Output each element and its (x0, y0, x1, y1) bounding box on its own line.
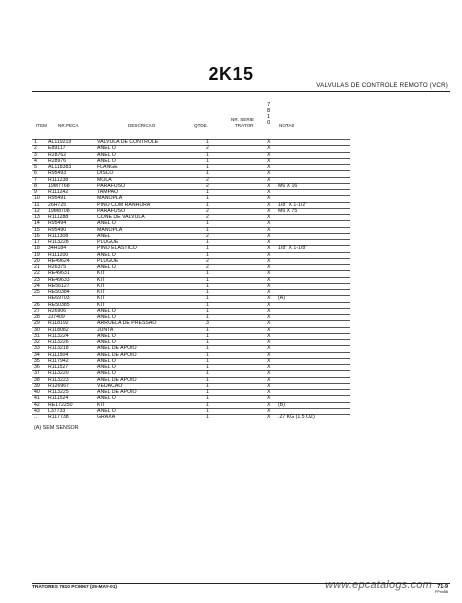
cell-notes: M6 X 16 (278, 182, 298, 189)
cell-serial-mark: X (267, 370, 271, 377)
cell-part-number: 26H725 (48, 201, 67, 208)
cell-quantity: 1 (206, 401, 209, 408)
cell-item-number: 7 (34, 176, 37, 183)
top-divider (32, 91, 450, 92)
cell-quantity: 1 (206, 307, 209, 314)
cell-serial-mark: X (267, 401, 271, 408)
cell-item-number: 13 (34, 214, 40, 220)
cell-description: PLUGUE (97, 257, 119, 264)
cell-quantity: 1 (206, 389, 209, 395)
cell-part-number: R26906 (48, 307, 67, 314)
cell-part-number: RE49624 (48, 257, 70, 264)
cell-quantity: 1 (206, 301, 209, 308)
cell-serial-mark: X (267, 264, 271, 270)
cell-serial-mark: X (267, 276, 271, 283)
cell-serial-mark: X (267, 257, 271, 264)
cell-part-number: RE56127 (48, 282, 70, 289)
cell-description: DISCO (97, 170, 114, 177)
cell-item-number: 14 (34, 220, 40, 227)
cell-description: ANEL O (97, 357, 116, 364)
cell-serial-mark: X (267, 214, 271, 220)
cell-quantity: 1 (206, 314, 209, 320)
cell-description: ARRUELA DE PRESSAO (97, 320, 157, 327)
cell-item-number: 15 (34, 226, 40, 233)
cell-serial-mark: X (267, 389, 271, 395)
cell-quantity: 1 (206, 332, 209, 339)
cell-part-number: 19M8708 (48, 207, 70, 214)
cell-serial-mark: X (267, 207, 271, 214)
cell-quantity: 1 (206, 357, 209, 364)
cell-item-number: 40 (34, 389, 40, 395)
cell-serial-mark: X (267, 382, 271, 389)
cell-description: ANEL O (97, 145, 116, 152)
cell-quantity: 1 (206, 407, 209, 414)
cell-part-number: R113224 (48, 332, 69, 339)
cell-part-number: R117942 (48, 357, 69, 364)
cell-serial-mark: X (267, 145, 271, 152)
cell-item-number: 20 (34, 257, 40, 264)
serial-digit: 8 (267, 108, 271, 114)
cell-item-number: 38 (34, 376, 40, 383)
cell-serial-mark: X (267, 295, 271, 302)
cell-part-number: R113223 (48, 376, 69, 383)
cell-description: MANOPLA (97, 195, 123, 202)
cell-part-number: AL118383 (48, 164, 72, 170)
cell-part-number: R113220 (48, 370, 69, 377)
cell-serial-mark: X (267, 289, 271, 295)
cell-description: KIT (97, 295, 106, 302)
column-header-item: ITEM (36, 123, 47, 128)
cell-quantity: 1 (206, 245, 209, 252)
cell-quantity: 1 (206, 201, 209, 208)
cell-serial-mark: X (267, 314, 271, 320)
cell-description: ANEL O (97, 364, 116, 370)
cell-quantity: 2 (206, 232, 209, 239)
cell-item-number: 11 (34, 201, 40, 208)
cell-description: VALVULA DE CONTROLE (97, 139, 159, 145)
cell-serial-mark: X (267, 195, 271, 202)
cell-part-number: RE49631 (48, 270, 70, 277)
cell-item-number: 3 (34, 151, 37, 158)
cell-item-number: 24 (34, 282, 40, 289)
cell-item-number: 22 (34, 270, 40, 277)
cell-part-number: R113226 (48, 339, 69, 345)
page-code: PPrin8B (435, 590, 448, 594)
cell-quantity: 1 (206, 295, 209, 302)
cell-description: ANEL O (97, 264, 116, 270)
cell-part-number: R95491 (48, 195, 67, 202)
cell-notes: (A) (278, 295, 285, 302)
cell-part-number: R95490 (48, 226, 67, 233)
cell-quantity: 2 (206, 264, 209, 270)
cell-quantity: 1 (206, 395, 209, 402)
cell-part-number: E89117 (48, 145, 66, 152)
table-row (32, 414, 350, 420)
cell-description: KIT (97, 276, 106, 283)
cell-part-number: R28762 (48, 151, 67, 158)
cell-quantity: 3 (206, 320, 209, 327)
cell-serial-mark: X (267, 164, 271, 170)
cell-part-number: AL119219 (48, 139, 72, 145)
cell-item-number: 32 (34, 339, 40, 345)
cell-notes: .27 KG (1.5 OZ) (278, 414, 315, 420)
cell-description: KIT (97, 270, 106, 277)
cell-part-number: L37733 (48, 407, 66, 414)
cell-part-number: RE50385 (48, 301, 70, 308)
cell-part-number: RE49633 (48, 276, 70, 283)
cell-item-number: 39 (34, 382, 40, 389)
cell-item-number: 19 (34, 251, 40, 258)
cell-serial-mark: X (267, 251, 271, 258)
watermark-text: www.epcatalogs.com (325, 579, 432, 591)
cell-description: JUNTA (97, 326, 114, 333)
cell-quantity: 1 (206, 276, 209, 283)
cell-item-number: 6 (34, 170, 37, 177)
cell-serial-mark: X (267, 357, 271, 364)
cell-item-number: 10 (34, 195, 40, 202)
cell-description: TAMPAO (97, 189, 119, 195)
cell-quantity: 1 (206, 364, 209, 370)
cell-serial-mark: X (267, 157, 271, 164)
cell-description: FLANGE (97, 164, 118, 170)
cell-quantity: 2 (206, 176, 209, 183)
cell-item-number: 43 (34, 407, 40, 414)
cell-item-number: 37 (34, 370, 40, 377)
parts-table (32, 139, 350, 420)
cell-quantity: 1 (206, 157, 209, 164)
cell-quantity: 1 (206, 339, 209, 345)
cell-item-number: 4 (34, 157, 37, 164)
cell-quantity: 1 (206, 195, 209, 202)
cell-item-number: 12 (34, 207, 40, 214)
cell-description: VEDACAO (97, 382, 123, 389)
cell-quantity: 1 (206, 220, 209, 227)
cell-quantity: 1 (206, 170, 209, 177)
cell-item-number: .. (34, 414, 37, 420)
cell-quantity: 1 (206, 151, 209, 158)
cell-item-number: 25 (34, 289, 40, 295)
cell-item-number: 21 (34, 264, 40, 270)
cell-serial-mark: X (267, 232, 271, 239)
cell-quantity: 1 (206, 282, 209, 289)
cell-serial-mark: X (267, 282, 271, 289)
cell-part-number: JJ7409 (48, 314, 65, 320)
cell-item-number: 26 (34, 301, 40, 308)
cell-description: MANOPLA (97, 226, 123, 233)
cell-description: ANEL O (97, 220, 116, 227)
cell-description: ANEL DE APOIO (97, 376, 137, 383)
cell-description: KIT (97, 301, 106, 308)
cell-part-number: R113225 (48, 389, 69, 395)
cell-serial-mark: X (267, 189, 271, 195)
cell-part-number: R111200 (48, 251, 69, 258)
page-number: 71-9 (437, 584, 448, 590)
cell-part-number: R28976 (48, 157, 67, 164)
cell-description: PINO ELASTICO (97, 245, 137, 252)
cell-notes: (B) (278, 401, 285, 408)
cell-description: KIT (97, 401, 106, 408)
cell-description: GRAXA (97, 414, 116, 420)
cell-item-number: 27 (34, 307, 40, 314)
cell-item-number: 1 (34, 139, 37, 145)
cell-item-number: 23 (34, 276, 40, 283)
cell-description: ANEL O (97, 332, 116, 339)
footer-divider (32, 583, 450, 584)
cell-item-number: 28 (34, 314, 40, 320)
cell-description: ANEL O (97, 307, 116, 314)
cell-description: PARAFUSO (97, 207, 126, 214)
cell-quantity: 2 (206, 214, 209, 220)
cell-serial-mark: X (267, 270, 271, 277)
cell-item-number: 2 (34, 145, 37, 152)
cell-description: ANEL O (97, 157, 116, 164)
cell-part-number: R26375 (48, 264, 67, 270)
cell-quantity: 1 (206, 351, 209, 358)
cell-item-number: 33 (34, 345, 40, 352)
serial-digit: 0 (267, 120, 271, 126)
cell-serial-mark: X (267, 307, 271, 314)
cell-description: PARAFUSO (97, 182, 126, 189)
cell-notes: 1/8" X 1-1/2" (278, 201, 308, 208)
cell-serial-mark: X (267, 345, 271, 352)
cell-item-number: 16 (34, 232, 40, 239)
cell-quantity: 2 (206, 145, 209, 152)
cell-description: ANEL (97, 232, 111, 239)
cell-item-number: 18 (34, 245, 40, 252)
cell-item-number: 41 (34, 395, 40, 402)
cell-item-number: 34 (34, 351, 40, 358)
cell-serial-mark: X (267, 139, 271, 145)
cell-description: KIT (97, 289, 106, 295)
cell-quantity: 1 (206, 189, 209, 195)
cell-description: ANEL DE APOIO (97, 389, 137, 395)
cell-description: ANEL O (97, 251, 116, 258)
cell-part-number: R111527 (48, 364, 69, 370)
cell-part-number: 34H184 (48, 245, 67, 252)
cell-part-number: 19M7768 (48, 182, 70, 189)
cell-quantity: 1 (206, 251, 209, 258)
cell-description: CONE DE VALVULA (97, 214, 145, 220)
cell-serial-mark: X (267, 364, 271, 370)
cell-description: PINO COM RANHURA (97, 201, 151, 208)
cell-quantity: 2 (206, 257, 209, 264)
cell-description: ANEL O (97, 395, 116, 402)
column-header-description: DESCRICAO (128, 123, 156, 128)
cell-part-number: R113228 (48, 239, 69, 245)
cell-serial-mark: X (267, 220, 271, 227)
cell-serial-mark: X (267, 395, 271, 402)
cell-description: ANEL O (97, 370, 116, 377)
cell-quantity: 1 (206, 326, 209, 333)
cell-quantity: 2 (206, 207, 209, 214)
cell-serial-mark: X (267, 320, 271, 327)
cell-quantity: 1 (206, 370, 209, 377)
cell-serial-mark: X (267, 339, 271, 345)
cell-item-number: 35 (34, 357, 40, 364)
cell-part-number: R111308 (48, 232, 69, 239)
cell-part-number: R118082 (48, 326, 69, 333)
cell-serial-mark: X (267, 201, 271, 208)
cell-serial-mark: X (267, 182, 271, 189)
cell-quantity: 1 (206, 139, 209, 145)
cell-item-number: 29 (34, 320, 40, 327)
cell-part-number: R111288 (48, 214, 69, 220)
cell-serial-mark: X (267, 326, 271, 333)
cell-item-number: 30 (34, 326, 40, 333)
cell-part-number: RE172250 (48, 401, 73, 408)
cell-part-number: RE50384 (48, 289, 70, 295)
cell-serial-mark: X (267, 226, 271, 233)
cell-quantity: 1 (206, 270, 209, 277)
cell-item-number: 36 (34, 364, 40, 370)
footnote: (A) SEM SENSOR (34, 425, 79, 431)
cell-part-number: R95493 (48, 170, 67, 177)
cell-serial-mark: X (267, 170, 271, 177)
cell-part-number: R118192 (48, 320, 69, 327)
cell-item-number: 8 (34, 182, 37, 189)
cell-item-number: 9 (34, 189, 37, 195)
page-title: 2K15 (208, 64, 254, 84)
cell-serial-mark: X (267, 332, 271, 339)
cell-quantity: 1 (206, 226, 209, 233)
cell-quantity: 1 (206, 345, 209, 352)
cell-description: ANEL O (97, 314, 116, 320)
cell-item-number: 5 (34, 164, 37, 170)
cell-serial-mark: X (267, 301, 271, 308)
cell-part-number: R126967 (48, 382, 70, 389)
column-header-part: NR.PECA (58, 123, 79, 128)
cell-part-number: R117738 (48, 414, 69, 420)
cell-description: PLUGUE (97, 239, 119, 245)
cell-part-number: R111238 (48, 176, 69, 183)
cell-serial-mark: X (267, 245, 271, 252)
cell-part-number: R111524 (48, 395, 69, 402)
cell-quantity: 1 (206, 414, 209, 420)
cell-serial-mark: X (267, 239, 271, 245)
cell-quantity: 1 (206, 289, 209, 295)
cell-description: ANEL DE APOIO (97, 345, 137, 352)
cell-quantity: 1 (206, 382, 209, 389)
cell-serial-mark: X (267, 376, 271, 383)
cell-serial-mark: X (267, 151, 271, 158)
serial-digit: 1 (267, 114, 271, 120)
cell-notes: M6 X 75 (278, 207, 298, 214)
cell-description: ANEL DE APOIO (97, 351, 137, 358)
cell-serial-mark: X (267, 414, 271, 420)
footer-catalog-info: TRATORES 7810 PC9067 (25-MAY-01) (32, 585, 117, 590)
cell-quantity: 1 (206, 239, 209, 245)
cell-item-number: 31 (34, 332, 40, 339)
cell-part-number: R113218 (48, 345, 69, 352)
cell-item-number: 17 (34, 239, 40, 245)
cell-description: MOLA (97, 176, 112, 183)
column-header-serial-line1: NR. SERIE (231, 117, 254, 122)
cell-quantity: 1 (206, 164, 209, 170)
cell-serial-mark: X (267, 351, 271, 358)
cell-quantity: 1 (206, 376, 209, 383)
cell-notes: 1/8" X 1-1/8" (278, 245, 308, 252)
cell-description: ANEL O (97, 407, 116, 414)
cell-quantity: 2 (206, 182, 209, 189)
column-header-notes: NOTAS (279, 123, 295, 128)
column-header-qty: QTDE. (194, 123, 209, 128)
section-title: VALVULAS DE CONTROLE REMOTO (VCR) (316, 82, 448, 89)
cell-part-number: RE69703 (48, 295, 70, 302)
cell-part-number: R111504 (48, 351, 69, 358)
serial-digit: 7 (267, 102, 271, 108)
cell-part-number: R111242 (48, 189, 69, 195)
cell-description: ANEL O (97, 151, 116, 158)
cell-description: KIT (97, 282, 106, 289)
column-header-serial-line2: TRATOR (235, 123, 254, 128)
cell-item-number: 42 (34, 401, 40, 408)
cell-description: ANEL O (97, 339, 116, 345)
cell-part-number: R95494 (48, 220, 67, 227)
cell-serial-mark: X (267, 176, 271, 183)
cell-serial-mark: X (267, 407, 271, 414)
